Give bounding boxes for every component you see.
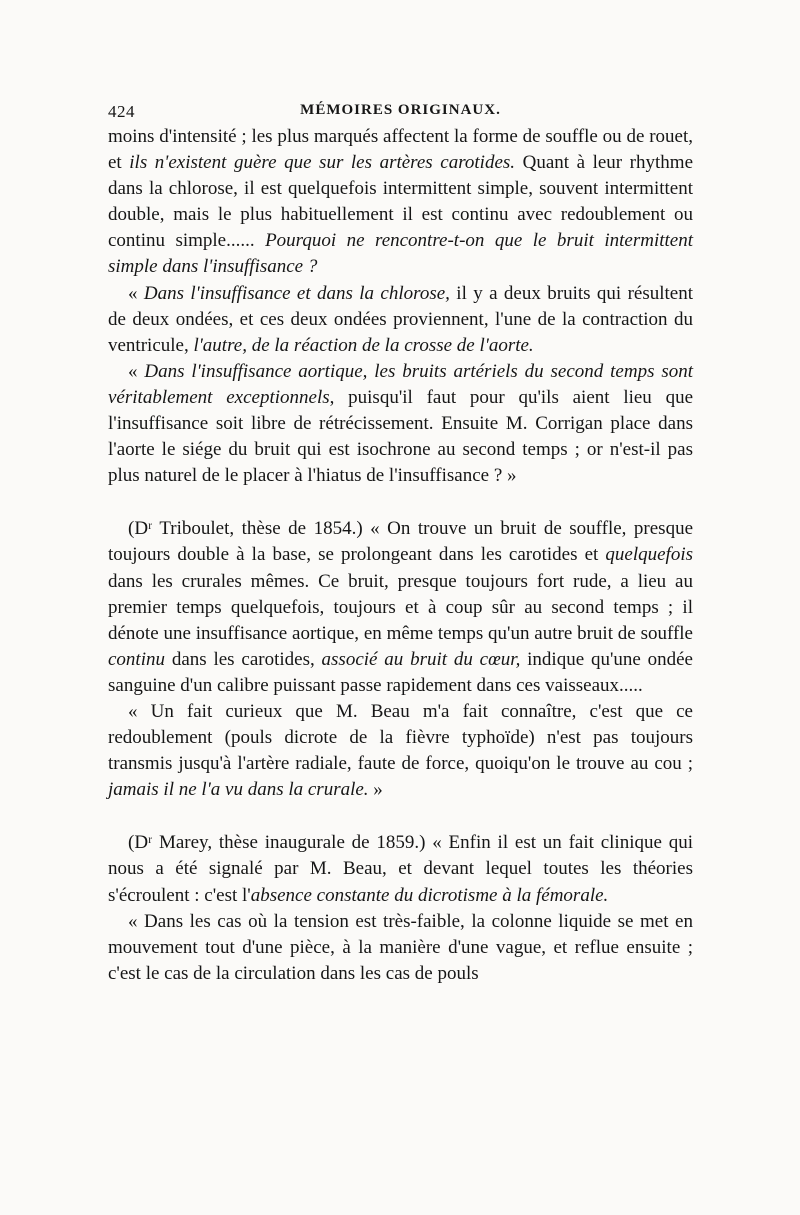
paragraph-2 [108, 281, 693, 359]
paragraph-6 [108, 830, 693, 908]
text-run: , puisqu'il faut pour qu'ils aient lieu que l'insuffisance soit libre de rétrécissement. Ensuite M. Corrigan place dans l'aorte le siége du bruit qui est isochrone au second temps ; or n'est-il pas plus naturel de le placer à l'hiatus de l'insuffisance ? » [108, 386, 694, 487]
text-run: « [128, 360, 145, 382]
text-run: indique qu'une ondée sanguine d'un calibre puissant passe rapidement dans ces vaisseaux..... [108, 648, 693, 696]
paragraph-7 [108, 909, 693, 987]
text-run-italic: Pourquoi ne rencontre-t-on que le bruit intermittent simple dans l'insuffisance ? [108, 230, 693, 278]
text-run: dans les carotides, [165, 648, 322, 670]
page-header [108, 98, 693, 124]
text-run-italic: ils n'existent guère que sur les artères carotides. [129, 152, 516, 174]
paragraph-3 [108, 359, 693, 489]
paragraph-5 [108, 699, 693, 803]
text-run: « Un fait curieux que M. Beau m'a fait connaître, c'est que ce redoublement (pouls dicrote de la fièvre typhoïde) n'est pas toujours transmis jusqu'à l'artère radiale, faute de force, quoiqu'on le trouve au cou ; [108, 700, 693, 775]
text-run: « [128, 282, 144, 304]
text-run: il y a deux bruits qui résultent de deux ondées, et ces deux ondées proviennent, l'une de la contraction du ventricule, [108, 282, 694, 356]
text-run: (Dʳ Triboulet, thèse de 1854.) « On trouve un bruit de souffle, presque toujours double à la base, se prolongeant dans les carotides et [108, 518, 693, 566]
text-run-italic: continu [108, 648, 165, 670]
text-run: (Dʳ Marey, thèse inaugurale de 1859.) « Enfin il est un fait clinique qui nous a été signalé par M. Beau, et devant lequel toutes les théories s'écroulent : c'est l' [108, 832, 693, 906]
text-run-italic: quelquefois [605, 544, 693, 566]
text-run-italic: absence constante du dicrotisme à la fémorale. [250, 884, 609, 906]
text-run: dans les crurales mêmes. Ce bruit, presque toujours fort rude, a lieu au premier temps quelquefois, toujours et à coup sûr au second temps ; il dénote une insuffisance aortique, en même temps qu'un autre bruit de souffle [108, 570, 693, 644]
text-run-italic: Dans l'insuffisance aortique, les bruits artériels du second temps sont véritablement exceptionnels [108, 360, 693, 408]
text-body [108, 124, 693, 987]
text-run-italic: jamais il ne l'a vu dans la crurale. [108, 779, 369, 801]
paragraph-1 [108, 124, 693, 281]
text-run: « Dans les cas où la tension est très-faible, la colonne liquide se met en mouvement tout d'une pièce, à la manière d'une vague, et reflue ensuite ; c'est le cas de la circulation dans les cas de pouls [108, 910, 693, 984]
text-run-italic: Dans l'insuffisance et dans la chlorose, [143, 282, 450, 304]
text-run: Quant à leur rhythme dans la chlorose, il est quelquefois intermittent simple, souvent intermittent double, mais le plus habituellement il est continu avec redoublement ou continu simple...... [108, 152, 693, 252]
text-run: moins d'intensité ; les plus marqués affectent la forme de souffle ou de rouet, et [108, 126, 693, 174]
text-run-italic: l'autre, de la réaction de la crosse de l'aorte. [193, 334, 534, 356]
paragraph-4 [108, 516, 693, 699]
text-run: » [368, 779, 383, 801]
book-page [108, 98, 693, 987]
text-run-italic: associé au bruit du cœur, [321, 648, 521, 670]
page-number: 424 [108, 102, 135, 121]
running-title: MÉMOIRES ORIGINAUX. [300, 102, 501, 118]
